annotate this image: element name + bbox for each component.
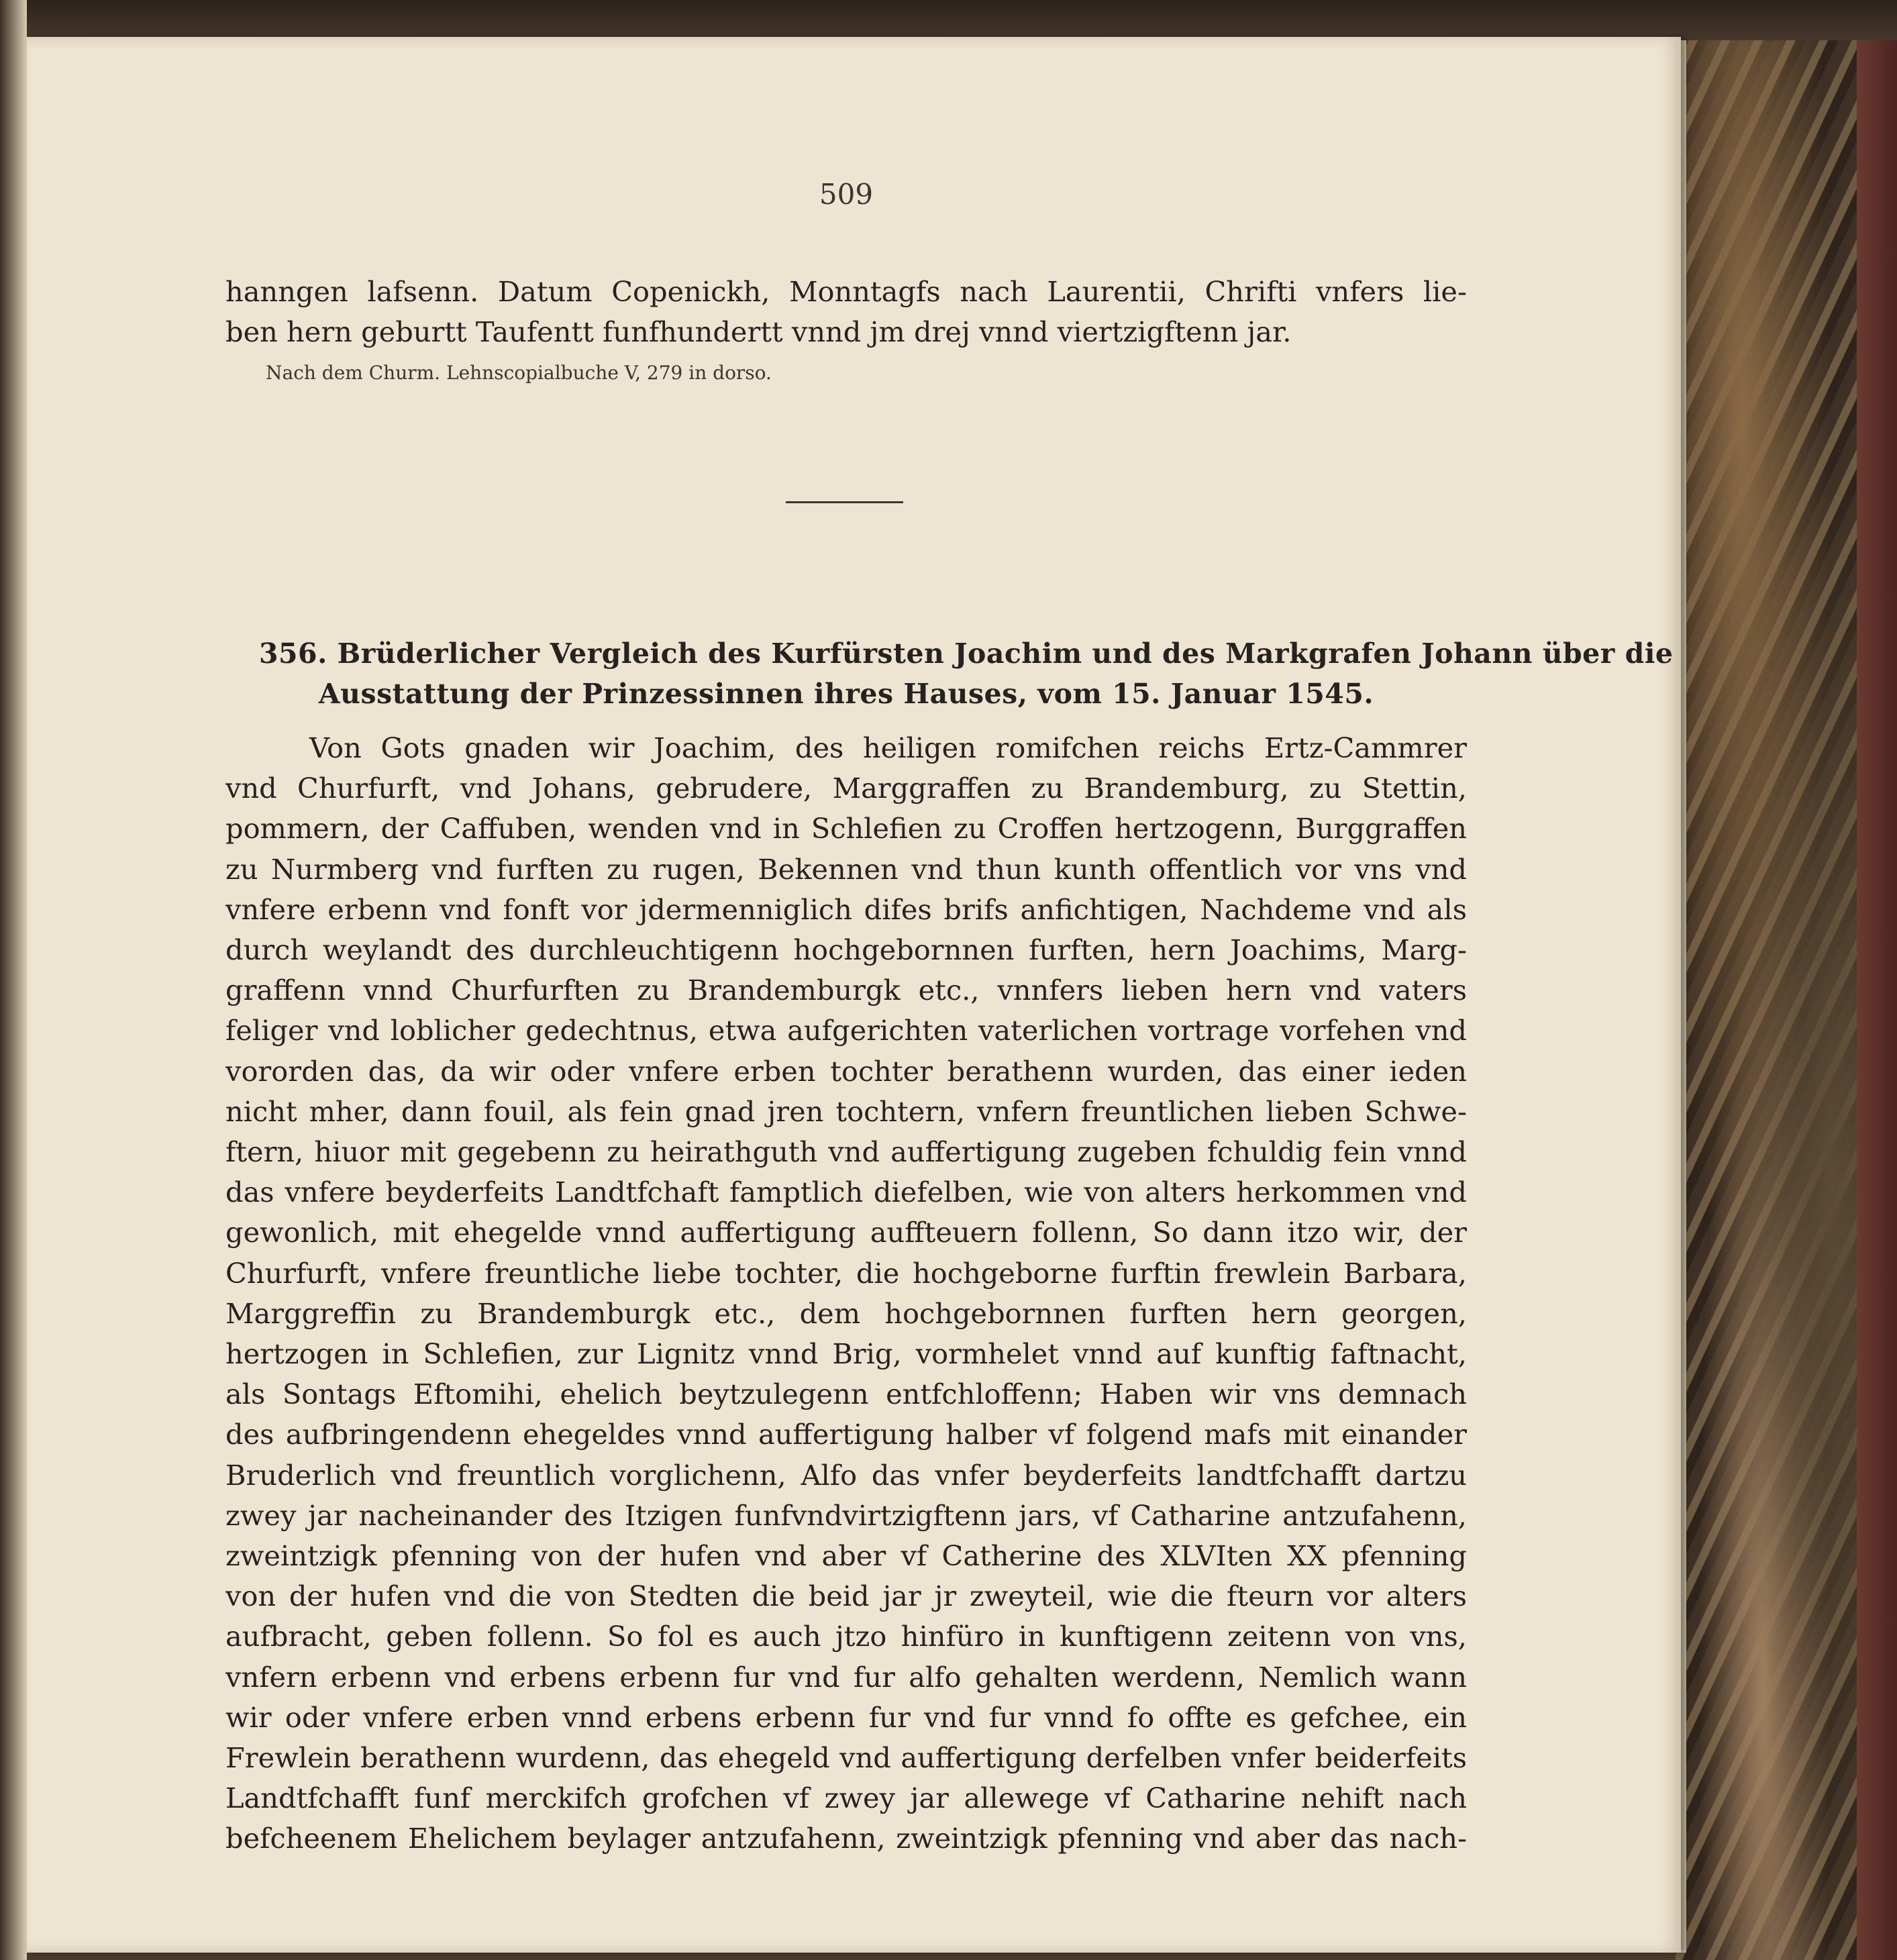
body-line: Landtfchafft funf merckifch grofchen vf zwey jar allewege vf Catharine nehift nach: [225, 1782, 1467, 1815]
body-line: befcheenem Ehelichem beylager antzufahenn, zweintzigk pfenning vnd aber das nach-: [225, 1822, 1467, 1855]
source-note: Nach dem Churm. Lehnscopialbuche V, 279 in dorso.: [266, 362, 772, 384]
body-line: Churfurft, vnfere freuntliche liebe tochter, die hochgeborne furftin frewlein Barbara,: [225, 1256, 1467, 1290]
book-page: [27, 37, 1681, 1953]
body-line: gewonlich, mit ehegelde vnnd auffertigung auffteuern follenn, So dann itzo wir, der: [225, 1216, 1467, 1249]
document-heading-line-1: 356. Brüderlicher Vergleich des Kurfürsten Joachim und des Markgrafen Johann über die: [259, 637, 1674, 670]
document-heading-line-2: Ausstattung der Prinzessinnen ihres Hauses, vom 15. Januar 1545.: [318, 678, 1374, 710]
body-line: vnfern erbenn vnd erbens erbenn fur vnd fur alfo gehalten werdenn, Nemlich wann: [225, 1660, 1467, 1694]
section-divider: [786, 501, 903, 503]
body-line: aufbracht, geben follenn. So fol es auch jtzo hinfüro in kunftigenn zeitenn von vns,: [225, 1620, 1467, 1653]
carryover-line-1: hanngen lafsenn. Datum Copenickh, Monntagfs nach Laurentii, Chrifti vnfers lie-: [225, 275, 1467, 308]
body-line: Frewlein berathenn wurdenn, das ehegeld vnd auffertigung derfelben vnfer beiderfeits: [225, 1741, 1467, 1774]
body-line: vnfere erbenn vnd fonft vor jdermenniglich difes brifs anfichtigen, Nachdeme vnd als: [225, 892, 1467, 926]
body-line: ftern, hiuor mit gegebenn zu heirathguth vnd auffertigung zugeben fchuldig fein vnnd: [225, 1135, 1467, 1168]
body-line: vororden das, da wir oder vnfere erben tochter berathenn wurden, das einer ieden: [225, 1054, 1467, 1088]
body-line: durch weylandt des durchleuchtigenn hochgebornnen furften, hern Joachims, Marg-: [225, 933, 1467, 966]
body-line: das vnfere beyderfeits Landtfchaft famptlich diefelben, wie von alters herkommen vnd: [225, 1176, 1467, 1209]
body-line: pommern, der Caffuben, wenden vnd in Schlefien zu Croffen hertzogenn, Burggraffen: [225, 812, 1467, 845]
body-line: zweintzigk pfenning von der hufen vnd aber vf Catherine des XLVIten XX pfenning: [225, 1539, 1467, 1572]
body-line: Bruderlich vnd freuntlich vorglichenn, Alfo das vnfer beyderfeits landtfchafft dartzu: [225, 1458, 1467, 1492]
body-line: graffenn vnnd Churfurften zu Brandemburgk etc., vnnfers lieben hern vnd vaters: [225, 974, 1467, 1007]
page-number: 509: [819, 178, 874, 211]
body-line: von der hufen vnd die von Stedten die beid jar jr zweyteil, wie die fteurn vor alters: [225, 1580, 1467, 1613]
body-line: vnd Churfurft, vnd Johans, gebrudere, Marggraffen zu Brandemburg, zu Stettin,: [225, 772, 1467, 805]
body-line: feliger vnd loblicher gedechtnus, etwa aufgerichten vaterlichen vortrage vorfehen vnd: [225, 1014, 1467, 1047]
body-line: des aufbringendenn ehegeldes vnnd auffertigung halber vf folgend mafs mit einander: [225, 1418, 1467, 1451]
body-line: Marggreffin zu Brandemburgk etc., dem hochgebornnen furften hern georgen,: [225, 1296, 1467, 1330]
body-line: nicht mher, dann fouil, als fein gnad jren tochtern, vnfern freuntlichen lieben Schwe-: [225, 1094, 1467, 1128]
body-line: wir oder vnfere erben vnnd erbens erbenn fur vnd fur vnnd fo offte es gefchee, ein: [225, 1700, 1467, 1734]
body-line: hertzogen in Schlefien, zur Lignitz vnnd Brig, vormhelet vnnd auf kunftig faftnacht,: [225, 1337, 1467, 1370]
body-line: Von Gots gnaden wir Joachim, des heiligen romifchen reichs Ertz-Cammrer: [309, 731, 1467, 764]
body-line: zwey jar nacheinander des Itzigen funfvndvirtzigftenn jars, vf Catharine antzufahenn,: [225, 1498, 1467, 1532]
carryover-line-2: ben hern geburtt Taufentt funfhundertt vnnd jm drej vnnd viertzigftenn jar.: [225, 315, 1292, 348]
cover-spine-edge: [1857, 40, 1897, 1960]
body-line: zu Nurmberg vnd furften zu rugen, Bekennen vnd thun kunth offentlich vor vns vnd: [225, 852, 1467, 886]
book-left-edge: [0, 0, 27, 1960]
body-line: als Sontags Eftomihi, ehelich beytzulegenn entfchloffenn; Haben wir vns demnach: [225, 1378, 1467, 1411]
